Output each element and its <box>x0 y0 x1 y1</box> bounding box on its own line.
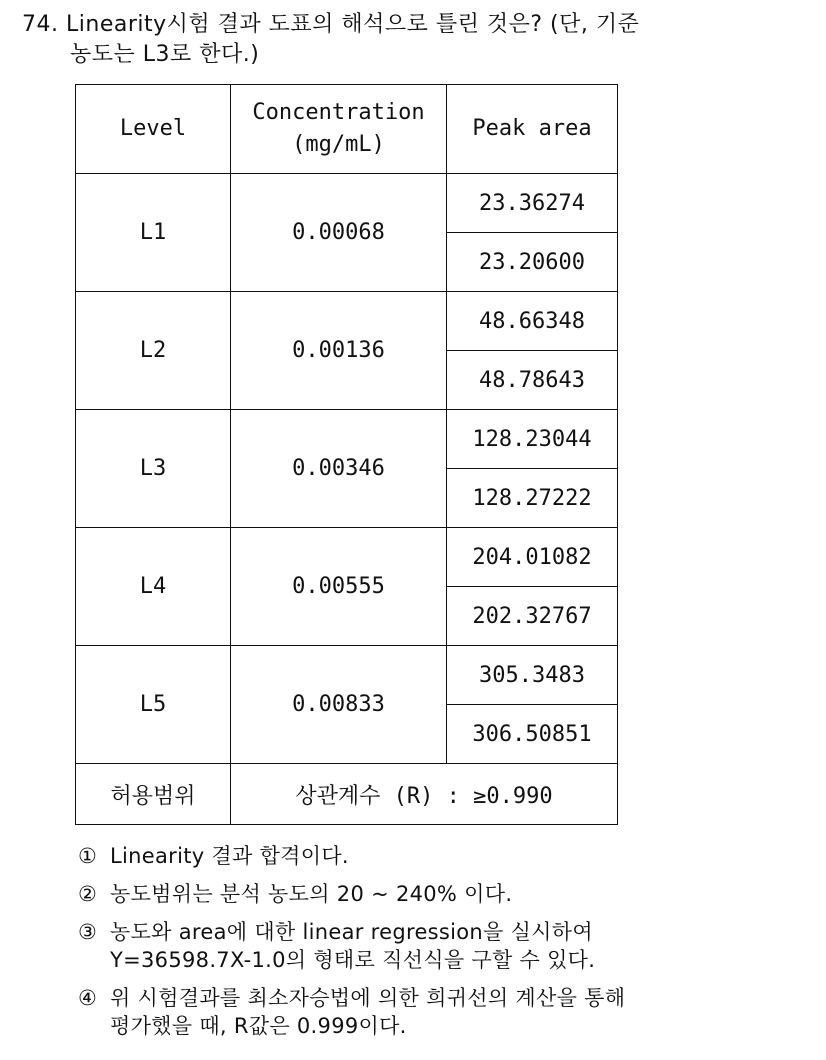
cell-peak-area: 128.23044 <box>447 410 618 469</box>
cell-peak-area: 305.3483 <box>447 646 618 705</box>
cell-peak-area: 306.50851 <box>447 705 618 764</box>
option-mark: ③ <box>78 920 98 944</box>
cell-concentration: 0.00346 <box>231 410 447 528</box>
header-concentration <box>231 85 447 174</box>
cell-concentration: 0.00555 <box>231 528 447 646</box>
cell-level: L3 <box>76 410 231 528</box>
linearity-table <box>75 84 618 825</box>
option-2[interactable] <box>78 880 818 908</box>
option-mark: ② <box>78 882 98 906</box>
cell-peak-area: 204.01082 <box>447 528 618 587</box>
option-mark: ④ <box>78 986 98 1010</box>
cell-peak-area: 48.78643 <box>447 351 618 410</box>
table-row <box>76 292 618 351</box>
option-3[interactable] <box>78 918 818 974</box>
question-text-line1: Linearity시험 결과 도표의 해석으로 틀린 것은? (단, 기준 <box>66 12 640 37</box>
cell-peak-area: 48.66348 <box>447 292 618 351</box>
option-text-line2: Y=36598.7X-1.0의 형태로 직선식을 구할 수 있다. <box>110 948 596 972</box>
cell-peak-area: 202.32767 <box>447 587 618 646</box>
table-header-row <box>76 85 618 174</box>
cell-concentration: 0.00136 <box>231 292 447 410</box>
option-4[interactable] <box>78 984 818 1040</box>
option-text: 농도범위는 분석 농도의 20 ~ 240% 이다. <box>110 882 513 906</box>
cell-peak-area: 23.36274 <box>447 174 618 233</box>
cell-concentration: 0.00068 <box>231 174 447 292</box>
question-text-line2: 농도는 L3로 한다.) <box>70 42 260 67</box>
header-concentration-line1: Concentration <box>252 100 425 125</box>
footer-criteria: 상관계수 (R) : ≥0.990 <box>231 764 618 825</box>
option-1[interactable] <box>78 842 818 870</box>
cell-peak-area: 128.27222 <box>447 469 618 528</box>
option-mark: ① <box>78 844 98 868</box>
cell-concentration: 0.00833 <box>231 646 447 764</box>
table-row <box>76 646 618 705</box>
question-number: 74. <box>22 12 59 37</box>
header-peak-area: Peak area <box>447 85 618 174</box>
option-text-line1: 농도와 area에 대한 linear regression을 실시하여 <box>110 920 593 944</box>
answer-options <box>78 842 818 1050</box>
table-row <box>76 410 618 469</box>
cell-level: L1 <box>76 174 231 292</box>
option-text-line1: 위 시험결과를 최소자승법에 의한 희귀선의 계산을 통해 <box>110 986 626 1010</box>
cell-level: L2 <box>76 292 231 410</box>
header-level: Level <box>76 85 231 174</box>
cell-level: L4 <box>76 528 231 646</box>
option-text-line2: 평가했을 때, R값은 0.999이다. <box>110 1014 407 1038</box>
table-footer-row <box>76 764 618 825</box>
question-title <box>22 10 812 70</box>
cell-level: L5 <box>76 646 231 764</box>
footer-label: 허용범위 <box>76 764 231 825</box>
header-concentration-unit: (mg/mL) <box>292 132 385 157</box>
cell-peak-area: 23.20600 <box>447 233 618 292</box>
table-row <box>76 528 618 587</box>
option-text: Linearity 결과 합격이다. <box>110 844 349 868</box>
table-row <box>76 174 618 233</box>
